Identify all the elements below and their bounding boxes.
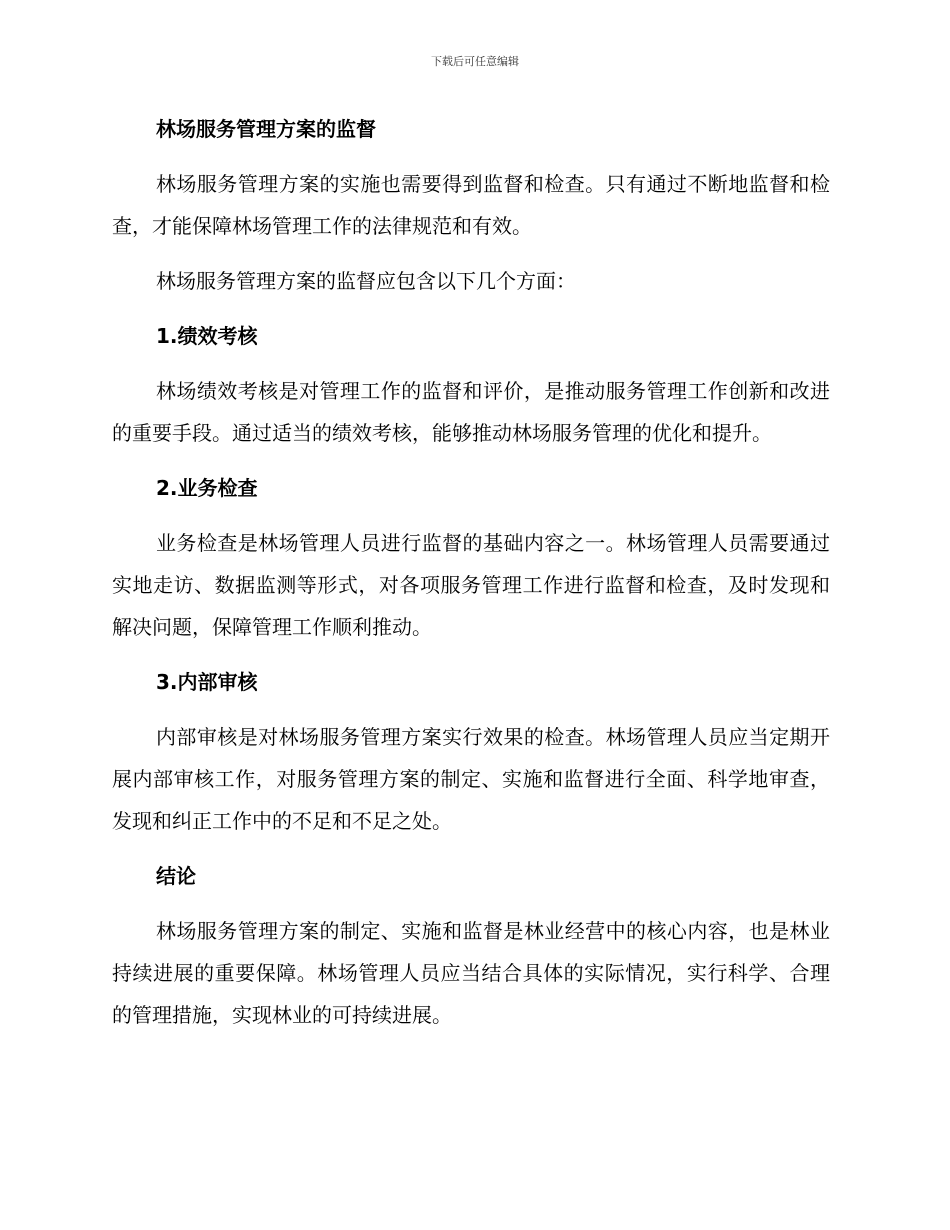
section-heading-inspection: 2.业务检查	[156, 476, 258, 500]
document-body	[112, 108, 830, 1049]
section-body-performance: 林场绩效考核是对管理工作的监督和评价，是推动服务管理工作创新和改进的重要手段。通过适当的绩效考核，能够推动林场服务管理的优化和提升。	[112, 379, 830, 445]
page-header: 下载后可任意编辑	[431, 55, 519, 68]
intro-paragraph: 林场服务管理方案的实施也需要得到监督和检查。只有通过不断地监督和检查，才能保障林场管理工作的法律规范和有效。	[112, 172, 830, 238]
section-heading-performance: 1.绩效考核	[156, 324, 258, 348]
section-body-inspection: 业务检查是林场管理人员进行监督的基础内容之一。林场管理人员需要通过实地走访、数据监测等形式，对各项服务管理工作进行监督和检查，及时发现和解决问题，保障管理工作顺利推动。	[112, 531, 830, 639]
document-title: 林场服务管理方案的监督	[156, 117, 376, 141]
conclusion-heading: 结论	[156, 864, 196, 888]
conclusion-body: 林场服务管理方案的制定、实施和监督是林业经营中的核心内容，也是林业持续进展的重要保障。林场管理人员应当结合具体的实际情况，实行科学、合理的管理措施，实现林业的可持续进展。	[112, 919, 830, 1027]
section-heading-audit: 3.内部审核	[156, 670, 258, 694]
section-body-audit: 内部审核是对林场服务管理方案实行效果的检查。林场管理人员应当定期开展内部审核工作，对服务管理方案的制定、实施和监督进行全面、科学地审查，发现和纠正工作中的不足和不足之处。	[112, 725, 830, 833]
lead-paragraph: 林场服务管理方案的监督应包含以下几个方面：	[156, 269, 576, 293]
